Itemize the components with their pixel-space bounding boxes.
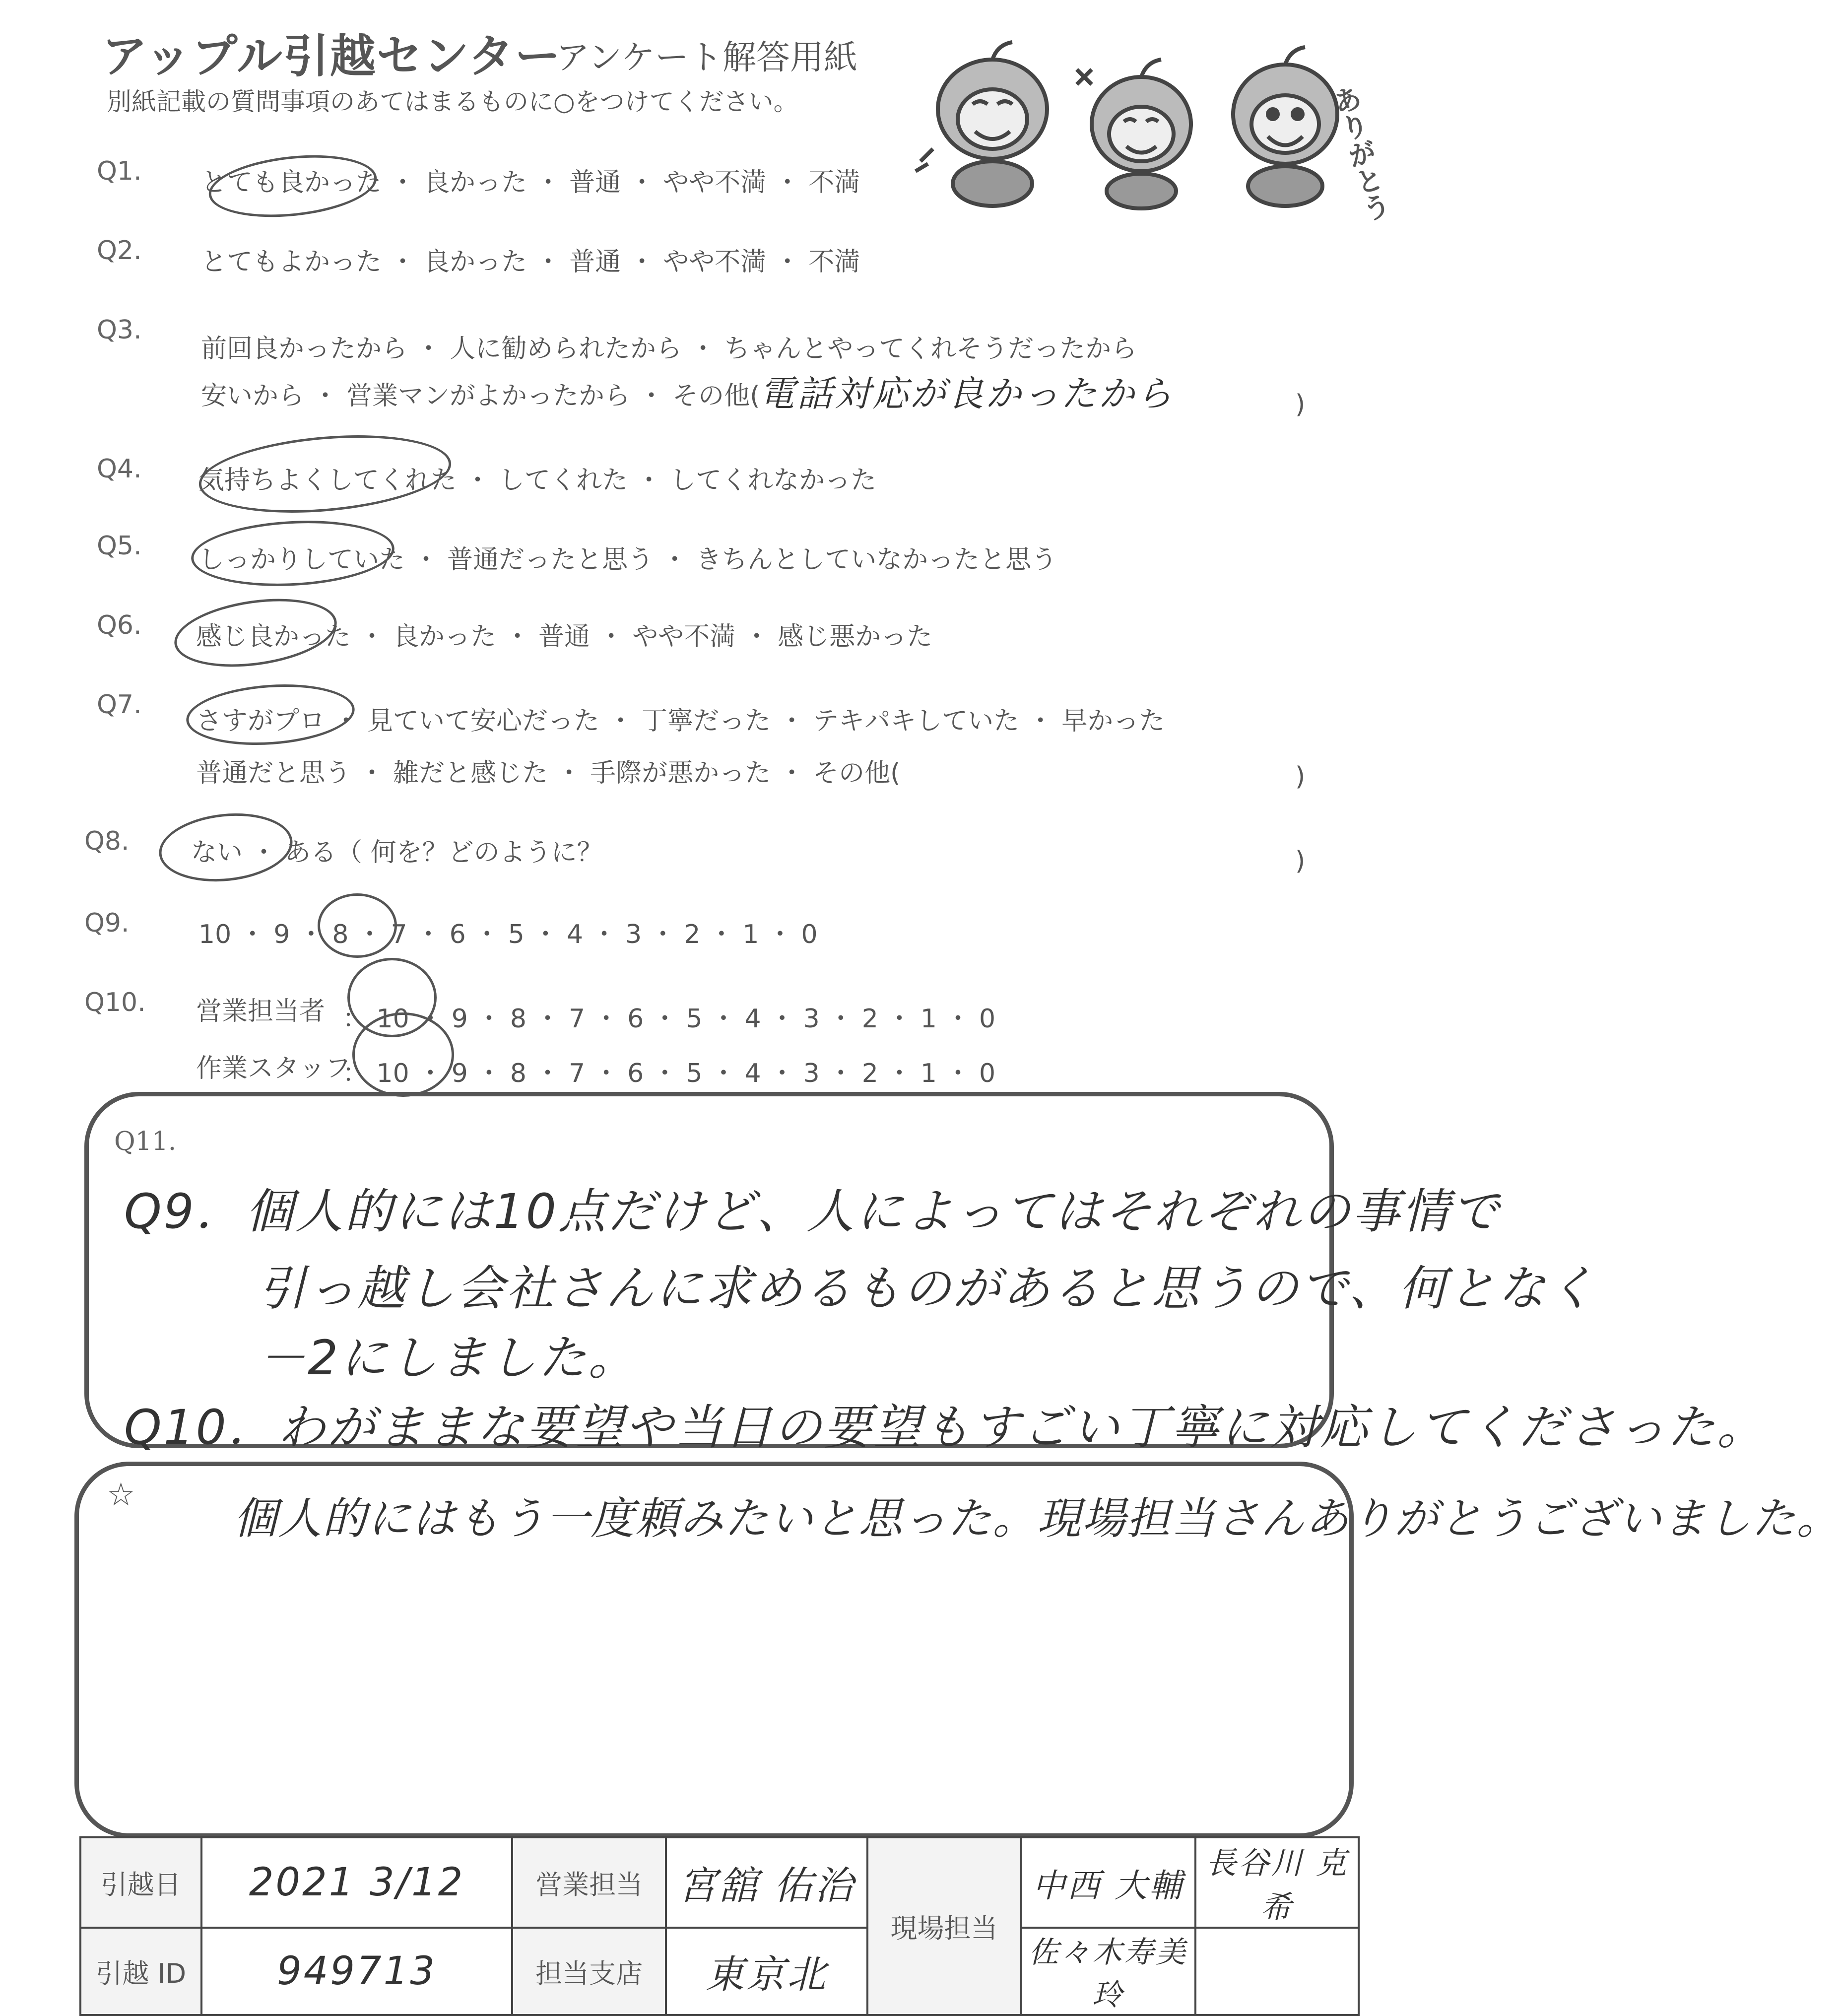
move-date-value: 2021 3/12	[201, 1837, 513, 1928]
q6-answer-circle	[170, 590, 341, 676]
field-staff-1: 中西 大輔	[1021, 1837, 1195, 1928]
q11-comment-line1: Q9．個人的には10点だけど、人によってはそれぞれの事情で	[124, 1184, 1501, 1239]
q11-comment-line2: 引っ越し会社さんに求めるものがあると思うので、何となく	[258, 1261, 1597, 1316]
move-date-label: 引越日	[80, 1837, 201, 1928]
q5-label: Q5.	[97, 531, 142, 561]
branch-label: 担当支店	[512, 1928, 666, 2015]
q4-options: 気持ちよくしてくれた ・ してくれた ・ してくれなかった	[198, 466, 877, 495]
field-staff-2: 長谷川 克希	[1195, 1837, 1359, 1928]
sales-rep-label: 営業担当	[512, 1837, 666, 1928]
q3-options-line1: 前回良かったから ・ 人に勧められたから ・ ちゃんとやってくれそうだったから	[201, 334, 1137, 364]
q1-label: Q1.	[97, 156, 142, 186]
q8-answer-circle	[156, 807, 296, 887]
q11-comment-line4: Q10．わがままな要望や当日の要望もすごい丁寧に対応してくださった。	[124, 1400, 1767, 1455]
q7-options-line1: さすがプロ ・ 見ていて安心だった ・ 丁寧だった ・ テキパキしていた ・ 早かった	[196, 706, 1165, 736]
q8-close-paren: )	[1295, 846, 1306, 876]
q4-label: Q4.	[97, 454, 142, 484]
q7-label: Q7.	[97, 690, 142, 720]
branch-value: 東京北	[666, 1928, 867, 2015]
q3-options-line2: 安いから ・ 営業マンがよかったから ・ その他(	[201, 381, 760, 411]
q3-close-paren: )	[1295, 390, 1306, 419]
q3-label: Q3.	[97, 315, 142, 345]
move-id-label: 引越 ID	[80, 1928, 201, 2015]
q4-answer-circle	[196, 426, 454, 522]
field-staff-label: 現場担当	[867, 1837, 1021, 2015]
q6-label: Q6.	[97, 610, 142, 640]
star-icon: ☆	[107, 1477, 135, 1513]
move-id-value: 949713	[201, 1928, 513, 2015]
q5-answer-circle	[190, 516, 396, 591]
q9-answer-circle	[318, 893, 397, 958]
q7-answer-circle	[184, 679, 357, 750]
q7-close-paren: )	[1295, 762, 1306, 792]
q2-options: とてもよかった ・ 良かった ・ 普通 ・ やや不満 ・ 不満	[201, 247, 860, 277]
form-title: アップル引越センター	[102, 30, 562, 83]
q10-sales-label: 営業担当者	[196, 997, 326, 1026]
q10-label: Q10.	[84, 988, 146, 1017]
q6-options: 感じ良かった ・ 良かった ・ 普通 ・ やや不満 ・ 感じ悪かった	[196, 622, 933, 652]
sales-rep-value: 宮舘 佑治	[666, 1837, 867, 1928]
q7-options-line2: 普通だと思う ・ 雑だと感じた ・ 手際が悪かった ・ その他(	[196, 758, 901, 788]
q11-label: Q11.	[114, 1127, 177, 1156]
q10-staff-options: ： 10 ・ 9 ・ 8 ・ 7 ・ 6 ・ 5 ・ 4 ・ 3 ・ 2 ・ 1 ・ 0	[342, 1059, 996, 1088]
arigatou-text: ありがとう	[1326, 82, 1394, 225]
q1-answer-circle	[206, 148, 380, 225]
q10-sales-options: ： 10 ・ 9 ・ 8 ・ 7 ・ 6 ・ 5 ・ 4 ・ 3 ・ 2 ・ 1 ・ 0	[342, 1004, 996, 1034]
q2-label: Q2.	[97, 236, 142, 266]
q5-options: しっかりしていた ・ 普通だったと思う ・ きちんとしていなかったと思う	[198, 545, 1057, 575]
star-comment-line1: 個人的にはもう一度頼みたいと思った。現場担当さんありがとうございました。	[233, 1493, 1841, 1544]
field-staff-empty	[1195, 1928, 1359, 2015]
form-subtitle: アンケート解答用紙	[556, 38, 857, 77]
instruction-text: 別紙記載の質問事項のあてはまるものに○をつけてください。	[107, 87, 798, 116]
monkey-mascots-illustration	[918, 40, 1365, 208]
q3-other-answer: 電話対応が良かったから	[759, 373, 1175, 414]
q9-label: Q9.	[84, 908, 130, 938]
footer-info-table	[79, 1836, 1360, 2016]
q11-comment-line3: －2にしました。	[258, 1330, 638, 1386]
q8-options: ない ・ ある（ 何を？どのように？	[191, 838, 603, 868]
q8-label: Q8.	[84, 826, 130, 856]
field-staff-3: 佐々木寿美玲	[1021, 1928, 1195, 2015]
q9-options: 10 ・ 9 ・ 8 ・ 7 ・ 6 ・ 5 ・ 4 ・ 3 ・ 2 ・ 1 ・ 0	[198, 920, 818, 949]
q1-options: とても良かった ・ 良かった ・ 普通 ・ やや不満 ・ 不満	[201, 168, 860, 198]
q10-staff-answer-circle	[352, 1012, 454, 1097]
q10-staff-label: 作業スタッフ	[196, 1054, 351, 1083]
